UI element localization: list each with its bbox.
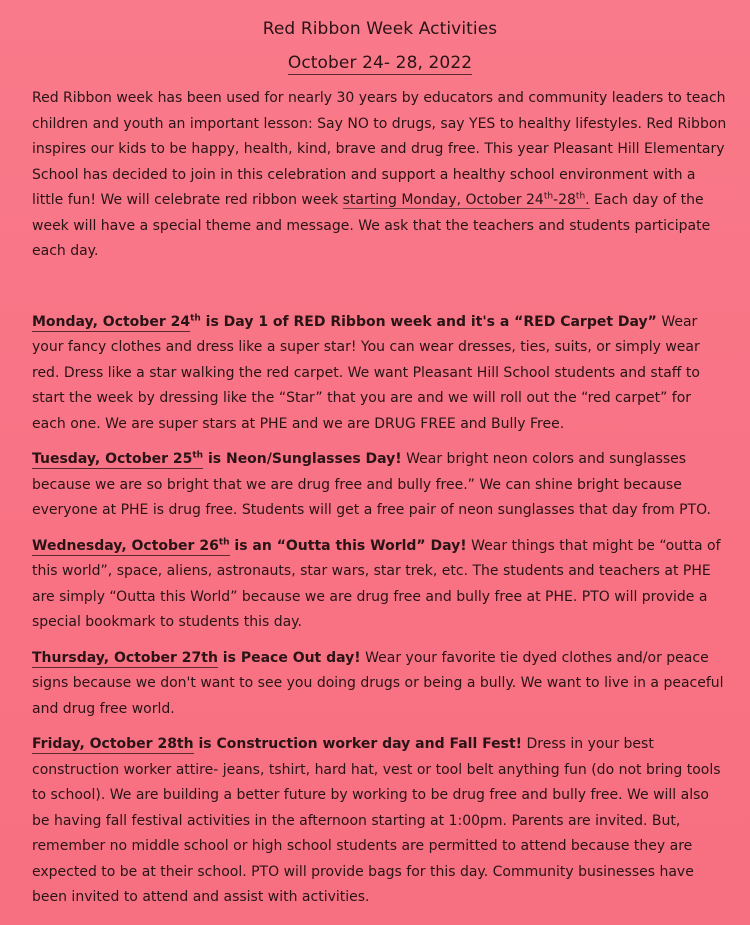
day-heading <box>32 650 361 668</box>
day-body: Wear your fancy clothes and dress like a super star! You can wear dresses, ties, suits, or simply wear red. Dress like a star walking the red carpet. We want Pleasant Hill School students and staff to start the week by dressing like the “Star” that you are and we will roll out the “red carpet” for each one. We are super stars at PHE and we are DRUG FREE and Bully Free. <box>32 313 700 432</box>
flyer-title: Red Ribbon Week Activities <box>262 19 498 39</box>
day-date-label: Wednesday, October 26 <box>32 537 219 554</box>
intro-date-end-sup: th <box>575 191 586 202</box>
intro-text: Red Ribbon week has been used for nearly 30 years by educators and community leaders to teach children and youth an important lesson: Say NO to drugs, say YES to healthy lifestyles. Red Ribbon inspires our kids to be happy, health, kind, brave and drug free. This year Pleasant Hill Elementary School has decided to join in this celebration and support a healthy school environment with a little fun! We will celebrate red ribbon week <box>32 90 727 208</box>
day-date-label: Tuesday, October 25 <box>32 451 193 467</box>
day-heading <box>32 736 522 754</box>
day-wednesday <box>32 534 728 636</box>
day-date <box>32 736 194 754</box>
intro-date-period: . <box>585 192 590 208</box>
day-heading <box>32 314 657 330</box>
day-date-label: Thursday, October 27th <box>32 649 218 666</box>
day-friday <box>32 732 728 911</box>
day-body: Dress in your best construction worker attire- jeans, tshirt, hard hat, vest or tool belt anything fun (do not bring tools to school). We are building a better future by working to be drug free and bully free. We will also be having fall festival activities in the afternoon starting at 1:00pm. Parents are invited. But, remember no middle school or high school students are permitted to attend because they are expected to be at their school. PTO will provide bags for this day. Community businesses have been invited to attend and assist with activities. <box>32 736 721 905</box>
intro-date-end: -28 <box>553 192 576 208</box>
day-body: Wear your favorite tie dyed clothes and/or peace signs because we don't want to see you doing drugs or being a bully. We want to live in a peaceful and drug free world. <box>32 649 724 717</box>
day-theme: is Construction worker day and Fall Fest! <box>193 736 523 752</box>
intro-date-range <box>343 192 590 209</box>
day-date-sup: th <box>192 450 204 461</box>
day-theme: is Peace Out day! <box>217 649 361 666</box>
day-date <box>32 451 203 469</box>
event-dates-text: October 24- 28, 2022 <box>287 53 473 73</box>
day-theme: is Day 1 of RED Ribbon week and it's a “RED Carpet Day” <box>200 313 657 330</box>
day-date <box>32 650 218 668</box>
day-heading <box>32 451 402 469</box>
day-tuesday <box>32 447 728 524</box>
day-date <box>32 314 190 332</box>
day-body: Wear things that might be “outta of this world”, space, aliens, astronauts, star wars, star trek, etc. The students and teachers at PHE are simply “Outta this World” because we are drug free and bully free at PHE. PTO will provide a special bookmark to students this day. <box>32 537 721 630</box>
intro-date-start: starting Monday, October 24 <box>342 192 544 208</box>
day-theme: is Neon/Sunglasses Day! <box>203 451 402 467</box>
day-theme: is an “Outta this World” Day! <box>229 537 467 554</box>
event-dates <box>32 52 728 74</box>
day-date <box>32 538 230 556</box>
intro-paragraph <box>32 86 728 265</box>
day-monday <box>32 310 728 438</box>
day-body: Wear bright neon colors and sunglasses because we are so bright that we are drug free and bully free.” We can shine bright because everyone at PHE is drug free. Students will get a free pair of neon sunglasses that day from PTO. <box>32 451 712 518</box>
day-date-label: Monday, October 24 <box>32 313 191 330</box>
day-date-sup: th <box>218 536 230 547</box>
day-heading <box>32 538 467 556</box>
intro-text-end: Each day of the week will have a special theme and message. We ask that the teachers and students participate each day. <box>32 192 711 259</box>
intro-date-start-sup: th <box>543 191 554 202</box>
day-thursday <box>32 646 728 723</box>
day-date-label: Friday, October 28th <box>32 736 194 752</box>
day-date-sup: th <box>190 312 201 323</box>
